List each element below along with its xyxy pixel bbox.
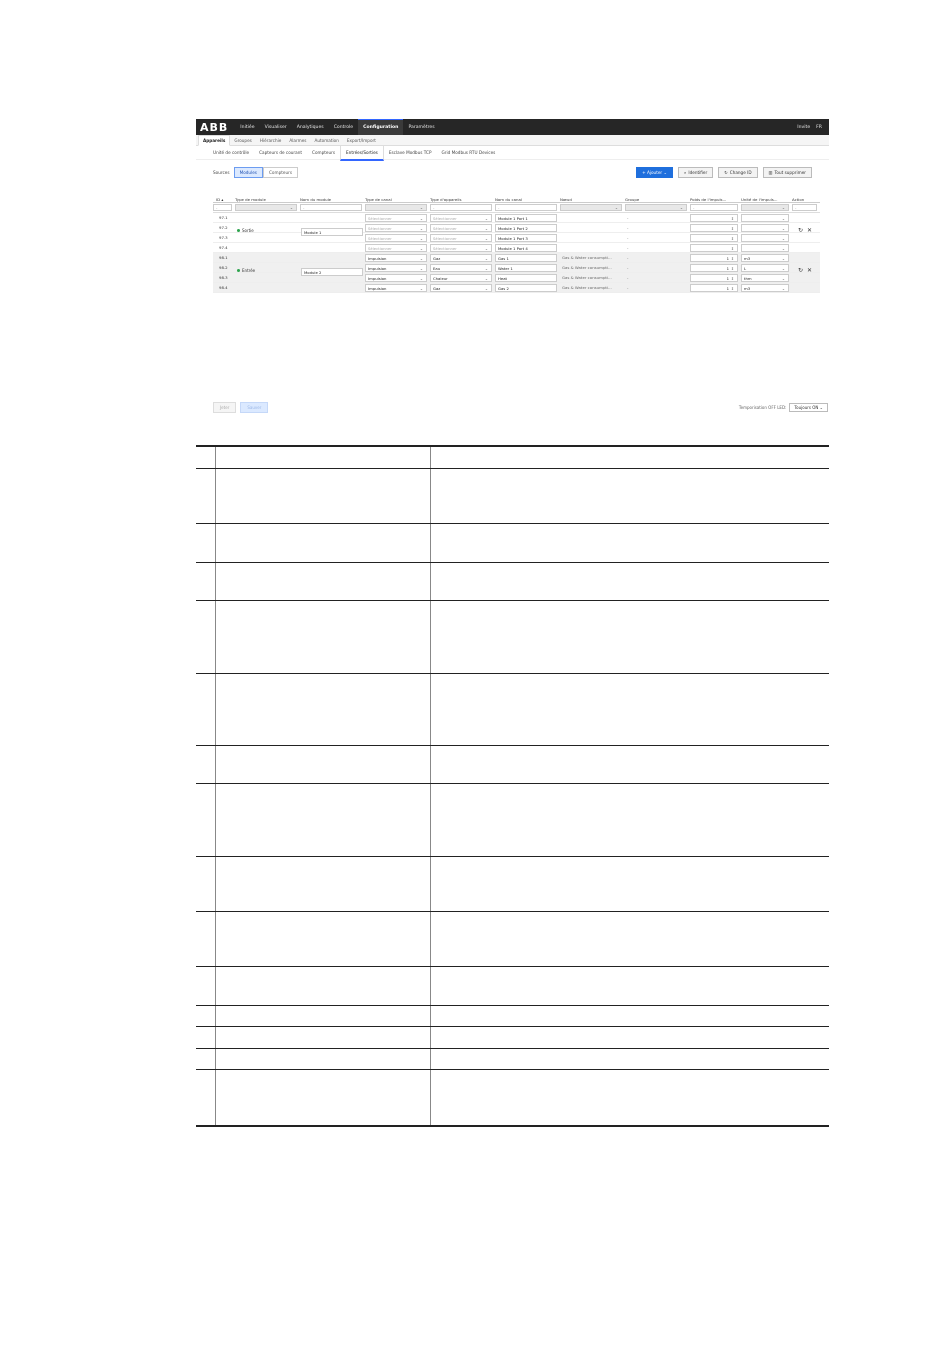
grid-filter-row bbox=[213, 203, 820, 213]
table-row-rule bbox=[196, 562, 829, 563]
row-id: 98.4 bbox=[219, 285, 228, 290]
node-value[interactable]: Gas & Water consumpti... bbox=[562, 285, 612, 290]
device-type-value: Gaz bbox=[433, 285, 441, 291]
trash-icon: ▥ bbox=[768, 169, 773, 175]
node-value[interactable] bbox=[560, 245, 562, 250]
channel-type-value: Impulsion bbox=[368, 265, 387, 271]
channel-type-value: Sélectionner bbox=[368, 235, 392, 241]
pulse-weight-stepper[interactable] bbox=[690, 274, 738, 282]
col-header-type-module[interactable]: Type de module bbox=[235, 196, 266, 202]
device-type-value: Eau bbox=[433, 265, 441, 271]
add-button[interactable] bbox=[636, 167, 673, 178]
pulse-weight-stepper[interactable] bbox=[690, 254, 738, 262]
device-tabs bbox=[196, 146, 829, 160]
compteurs-toggle-button[interactable]: Compteurs bbox=[263, 167, 298, 178]
channel-type-select[interactable] bbox=[365, 284, 427, 292]
filter-type-canal[interactable] bbox=[365, 204, 427, 211]
pulse-unit-select[interactable] bbox=[741, 244, 789, 252]
chevron-down-icon: ⌄ bbox=[484, 275, 488, 281]
chevron-down-icon: ⌄ bbox=[781, 235, 785, 241]
stepper-icon[interactable]: ⇕ bbox=[730, 235, 734, 241]
pulse-weight-value: 1 bbox=[726, 265, 729, 271]
col-header-poids[interactable]: Poids de l'impuls... bbox=[690, 196, 727, 202]
device-type-select[interactable] bbox=[430, 284, 492, 292]
module-type bbox=[237, 228, 254, 233]
pulse-weight-value: 1 bbox=[726, 275, 729, 281]
group-value[interactable]: - bbox=[627, 215, 629, 220]
group-value[interactable]: - bbox=[627, 285, 629, 290]
table-row-rule bbox=[196, 1069, 829, 1070]
device-type-select[interactable] bbox=[430, 244, 492, 252]
table-row-rule bbox=[196, 468, 829, 469]
chevron-down-icon: ⌄ bbox=[419, 205, 423, 210]
group-value[interactable]: - bbox=[627, 245, 629, 250]
group-value[interactable]: - bbox=[627, 255, 629, 260]
refresh-icon[interactable]: ↻ bbox=[798, 267, 804, 274]
chevron-down-icon: ⌄ bbox=[484, 265, 488, 271]
bottom-bar bbox=[213, 402, 828, 413]
node-value[interactable]: Gas & Water consumpti... bbox=[562, 255, 612, 260]
channel-type-value: Sélectionner bbox=[368, 225, 392, 231]
tab-compteurs[interactable]: Compteurs bbox=[312, 150, 336, 155]
document-table-rules bbox=[196, 445, 829, 1128]
filter-groupe[interactable] bbox=[625, 204, 687, 211]
group-value[interactable]: - bbox=[627, 225, 629, 230]
pulse-weight-stepper[interactable] bbox=[690, 234, 738, 242]
toolbar bbox=[196, 163, 829, 181]
row-id: 98.3 bbox=[219, 275, 228, 280]
device-type-value: Gaz bbox=[433, 255, 441, 261]
chevron-down-icon: ⌄ bbox=[484, 215, 488, 221]
module-type-label: Entrée bbox=[242, 268, 256, 273]
row-id: 97.4 bbox=[219, 245, 228, 250]
filter-type-appareils[interactable]: - bbox=[430, 204, 492, 211]
subtab-automation[interactable]: Automation bbox=[314, 138, 339, 143]
pulse-weight-stepper[interactable] bbox=[690, 284, 738, 292]
table-row-rule bbox=[196, 1048, 829, 1049]
device-type-select[interactable] bbox=[430, 254, 492, 262]
chevron-down-icon: ⌄ bbox=[781, 245, 785, 251]
stepper-icon[interactable]: ⇕ bbox=[730, 285, 734, 291]
module-group bbox=[213, 213, 820, 253]
tab-unite-controle[interactable]: Unité de contrôle bbox=[213, 150, 250, 155]
channel-type-select[interactable] bbox=[365, 274, 427, 282]
filter-id[interactable]: - bbox=[213, 204, 232, 211]
save-button[interactable]: Sauver bbox=[240, 402, 268, 413]
table-top-rule bbox=[196, 445, 829, 447]
group-value[interactable]: - bbox=[627, 275, 629, 280]
chevron-down-icon: ⌄ bbox=[419, 275, 423, 281]
nav-initiee[interactable]: Initiée bbox=[240, 124, 255, 130]
subtab-export-import[interactable]: Export/Import bbox=[346, 138, 376, 143]
pulse-unit-select[interactable] bbox=[741, 234, 789, 242]
status-dot-icon bbox=[237, 229, 240, 232]
pulse-unit-select[interactable] bbox=[741, 254, 789, 262]
channel-name-input[interactable]: Module 1 Port 1 bbox=[495, 214, 557, 222]
stepper-icon[interactable]: ⇕ bbox=[730, 225, 734, 231]
nav-visualiser[interactable]: Visualiser bbox=[264, 124, 287, 130]
table-row-rule bbox=[196, 856, 829, 857]
filter-action[interactable]: - bbox=[792, 204, 817, 211]
device-type-select[interactable] bbox=[430, 234, 492, 242]
channel-type-value: Sélectionner bbox=[368, 245, 392, 251]
table-row-rule bbox=[196, 783, 829, 784]
chevron-down-icon: ⌄ bbox=[419, 215, 423, 221]
chevron-down-icon: ⌄ bbox=[419, 265, 423, 271]
table-row-rule bbox=[196, 673, 829, 674]
search-icon: ⌕ bbox=[684, 169, 687, 175]
chevron-down-icon: ⌄ bbox=[781, 255, 785, 261]
status-dot-icon bbox=[237, 269, 240, 272]
abb-logo: ABB bbox=[200, 120, 229, 134]
col-header-nom-module[interactable]: Nom du module bbox=[300, 196, 332, 202]
filter-nom-module[interactable]: - bbox=[300, 204, 362, 211]
row-actions bbox=[798, 227, 812, 234]
pulse-weight-value: 1 bbox=[726, 285, 729, 291]
col-header-groupe[interactable]: Groupe bbox=[625, 196, 640, 202]
refresh-icon[interactable]: ↻ bbox=[798, 227, 804, 234]
table-row-rule bbox=[196, 1026, 829, 1027]
pulse-unit-select[interactable] bbox=[741, 284, 789, 292]
stepper-icon[interactable]: ⇕ bbox=[730, 215, 734, 221]
channel-type-select[interactable] bbox=[365, 264, 427, 272]
row-id: 97.2 bbox=[219, 225, 228, 230]
channel-type-select[interactable] bbox=[365, 234, 427, 242]
chevron-down-icon: ⌄ bbox=[781, 285, 785, 291]
nav-analytiques[interactable]: Analytiques bbox=[296, 124, 324, 130]
col-header-unite[interactable]: Unité de l'impuls... bbox=[741, 196, 778, 202]
chevron-down-icon: ⌄ bbox=[781, 205, 785, 210]
channel-type-select[interactable] bbox=[365, 224, 427, 232]
identify-button-label: Identifier bbox=[688, 169, 708, 175]
stepper-icon[interactable]: ⇕ bbox=[730, 265, 734, 271]
col-header-id[interactable]: ID ▴ bbox=[216, 196, 224, 202]
group-value[interactable]: - bbox=[627, 235, 629, 240]
col-header-noeud[interactable]: Nœud bbox=[560, 196, 572, 202]
pulse-weight-stepper[interactable] bbox=[690, 264, 738, 272]
filter-noeud[interactable] bbox=[560, 204, 622, 211]
module-name-input[interactable]: Module 2 bbox=[301, 268, 363, 276]
chevron-down-icon: ⌄ bbox=[484, 235, 488, 241]
node-value[interactable]: Gas & Water consumpti... bbox=[562, 275, 612, 280]
row-actions bbox=[798, 267, 812, 274]
channel-name-input[interactable]: Module 1 Port 4 bbox=[495, 244, 557, 252]
table-row-rule bbox=[196, 523, 829, 524]
app-window bbox=[196, 119, 829, 415]
table-column-divider bbox=[430, 447, 431, 1127]
channel-name-input[interactable]: Gas 1 bbox=[495, 254, 557, 262]
chevron-down-icon: ⌄ bbox=[484, 245, 488, 251]
row-id: 97.1 bbox=[219, 215, 228, 220]
sources-label: Sources bbox=[213, 169, 230, 175]
chevron-down-icon: ⌄ bbox=[781, 275, 785, 281]
chevron-down-icon: ⌄ bbox=[419, 245, 423, 251]
node-value[interactable] bbox=[560, 215, 562, 220]
filter-unite[interactable] bbox=[741, 204, 789, 211]
stepper-icon[interactable]: ⇕ bbox=[730, 275, 734, 281]
pulse-unit-value: m3 bbox=[744, 255, 751, 261]
nav-parametres[interactable]: Paramètres bbox=[408, 124, 435, 130]
pulse-weight-stepper[interactable] bbox=[690, 244, 738, 252]
chevron-down-icon: ⌄ bbox=[484, 255, 488, 261]
device-type-value: Sélectionner bbox=[433, 225, 457, 231]
close-icon[interactable]: ✕ bbox=[807, 227, 813, 234]
row-id: 97.3 bbox=[219, 235, 228, 240]
channel-type-select[interactable] bbox=[365, 244, 427, 252]
io-grid bbox=[213, 196, 820, 293]
chevron-down-icon: ⌄ bbox=[781, 225, 785, 231]
tab-esclave-modbus-tcp[interactable]: Esclave Modbus TCP bbox=[388, 150, 432, 155]
refresh-icon: ↻ bbox=[724, 169, 728, 175]
table-row[interactable] bbox=[213, 253, 820, 263]
led-timeout-label: Temporisation OFF LED: bbox=[738, 405, 787, 410]
table-row-rule bbox=[196, 600, 829, 601]
subtab-appareils[interactable]: Appareils bbox=[198, 135, 230, 146]
device-type-select[interactable] bbox=[430, 264, 492, 272]
module-name-input[interactable]: Module 1 bbox=[301, 228, 363, 236]
device-type-select[interactable] bbox=[430, 274, 492, 282]
node-value[interactable]: Gas & Water consumpti... bbox=[562, 265, 612, 270]
pulse-weight-stepper[interactable] bbox=[690, 224, 738, 232]
table-row[interactable] bbox=[213, 283, 820, 293]
module-type bbox=[237, 268, 255, 273]
channel-type-value: Impulsion bbox=[368, 285, 387, 291]
chevron-down-icon: ⌄ bbox=[419, 225, 423, 231]
config-subtabs bbox=[196, 135, 829, 146]
chevron-down-icon: ⌄ bbox=[419, 285, 423, 291]
chevron-down-icon: ⌄ bbox=[419, 255, 423, 261]
stepper-icon[interactable]: ⇕ bbox=[730, 255, 734, 261]
top-navigation-bar bbox=[196, 119, 829, 135]
tab-grid-modbus-rtu[interactable]: Grid Modbus RTU Devices bbox=[441, 150, 496, 155]
chevron-down-icon: ⌄ bbox=[484, 285, 488, 291]
table-row-rule bbox=[196, 1005, 829, 1006]
chevron-down-icon: ⌄ bbox=[781, 215, 785, 221]
device-type-select[interactable] bbox=[430, 224, 492, 232]
table-column-divider bbox=[215, 447, 216, 1127]
pulse-weight-value: 1 bbox=[726, 255, 729, 261]
subtab-groupes[interactable]: Groupes bbox=[234, 138, 252, 143]
pulse-unit-select[interactable] bbox=[741, 264, 789, 272]
channel-name-input[interactable]: Gas 2 bbox=[495, 284, 557, 292]
channel-type-value: Impulsion bbox=[368, 275, 387, 281]
pulse-unit-select[interactable] bbox=[741, 224, 789, 232]
channel-name-input[interactable]: Heat bbox=[495, 274, 557, 282]
channel-name-input[interactable]: Module 1 Port 3 bbox=[495, 234, 557, 242]
close-icon[interactable]: ✕ bbox=[807, 267, 813, 274]
change-id-button[interactable] bbox=[718, 167, 757, 178]
grid-header-row bbox=[213, 196, 820, 203]
grid-body bbox=[213, 213, 820, 293]
channel-name-input[interactable]: Water 1 bbox=[495, 264, 557, 272]
modules-toggle-button[interactable]: Modules bbox=[234, 167, 263, 178]
col-header-action: Action bbox=[792, 196, 805, 202]
nav-controle[interactable]: Controle bbox=[333, 124, 354, 130]
col-header-type-appareils[interactable]: Type d'appareils bbox=[430, 196, 462, 202]
discard-button[interactable]: Jeter bbox=[213, 402, 236, 413]
col-header-nom-canal[interactable]: Nom du canal bbox=[495, 196, 522, 202]
device-type-value: Sélectionner bbox=[433, 215, 457, 221]
module-group bbox=[213, 253, 820, 293]
identify-button[interactable] bbox=[678, 167, 713, 178]
chevron-down-icon: ⌄ bbox=[289, 205, 293, 210]
delete-all-button-label: Tout supprimer bbox=[774, 169, 806, 175]
language-selector[interactable]: FR bbox=[816, 124, 822, 130]
user-menu[interactable]: Invite bbox=[797, 124, 811, 130]
device-type-select[interactable] bbox=[430, 214, 492, 222]
col-header-type-canal[interactable]: Type de canal bbox=[365, 196, 392, 202]
table-row-rule bbox=[196, 911, 829, 912]
table-bottom-rule bbox=[196, 1125, 829, 1127]
pulse-unit-value: thm bbox=[744, 275, 752, 281]
channel-type-value: Impulsion bbox=[368, 255, 387, 261]
table-row-rule bbox=[196, 745, 829, 746]
subtab-alarmes[interactable]: Alarmes bbox=[289, 138, 307, 143]
delete-all-button[interactable] bbox=[763, 167, 812, 178]
pulse-unit-value: L bbox=[744, 265, 747, 271]
led-timeout-value: Toujours ON bbox=[794, 405, 819, 410]
node-value[interactable] bbox=[560, 235, 562, 240]
pulse-unit-value: m3 bbox=[744, 285, 751, 291]
tab-entrees-sorties[interactable]: Entrées/Sorties bbox=[340, 145, 384, 161]
table-row[interactable] bbox=[213, 243, 820, 253]
pulse-weight-stepper[interactable] bbox=[690, 214, 738, 222]
filter-nom-canal[interactable]: - bbox=[495, 204, 557, 211]
row-id: 98.2 bbox=[219, 265, 228, 270]
device-type-value: Chaleur bbox=[433, 275, 448, 281]
pulse-unit-select[interactable] bbox=[741, 274, 789, 282]
chevron-down-icon: ⌄ bbox=[781, 265, 785, 271]
channel-type-select[interactable] bbox=[365, 254, 427, 262]
filter-poids[interactable]: - bbox=[690, 204, 738, 211]
node-value[interactable] bbox=[560, 225, 562, 230]
channel-type-value: Sélectionner bbox=[368, 215, 392, 221]
pulse-unit-select[interactable] bbox=[741, 214, 789, 222]
row-id: 98.1 bbox=[219, 255, 228, 260]
table-row-rule bbox=[196, 966, 829, 967]
group-value[interactable]: - bbox=[627, 265, 629, 270]
sources-toggle bbox=[234, 167, 298, 178]
channel-name-input[interactable]: Module 1 Port 2 bbox=[495, 224, 557, 232]
chevron-down-icon: ⌄ bbox=[484, 225, 488, 231]
table-row[interactable] bbox=[213, 213, 820, 223]
subtab-hierarchie[interactable]: Hiérarchie bbox=[259, 138, 282, 143]
device-type-value: Sélectionner bbox=[433, 245, 457, 251]
device-type-value: Sélectionner bbox=[433, 235, 457, 241]
module-type-label: Sortie bbox=[242, 228, 254, 233]
chevron-down-icon: ⌄ bbox=[419, 235, 423, 241]
led-timeout-select[interactable]: Toujours ON ⌄ bbox=[789, 403, 828, 412]
chevron-down-icon: ⌄ bbox=[679, 205, 683, 210]
channel-type-select[interactable] bbox=[365, 214, 427, 222]
nav-configuration[interactable]: Configuration bbox=[358, 119, 403, 135]
add-button-label: + Ajouter ⌄ bbox=[642, 169, 667, 175]
chevron-down-icon: ⌄ bbox=[614, 205, 618, 210]
change-id-button-label: Change ID bbox=[729, 169, 752, 175]
stepper-icon[interactable]: ⇕ bbox=[730, 245, 734, 251]
tab-capteurs-courant[interactable]: Capteurs de courant bbox=[259, 150, 303, 155]
filter-type-module[interactable] bbox=[235, 204, 297, 211]
